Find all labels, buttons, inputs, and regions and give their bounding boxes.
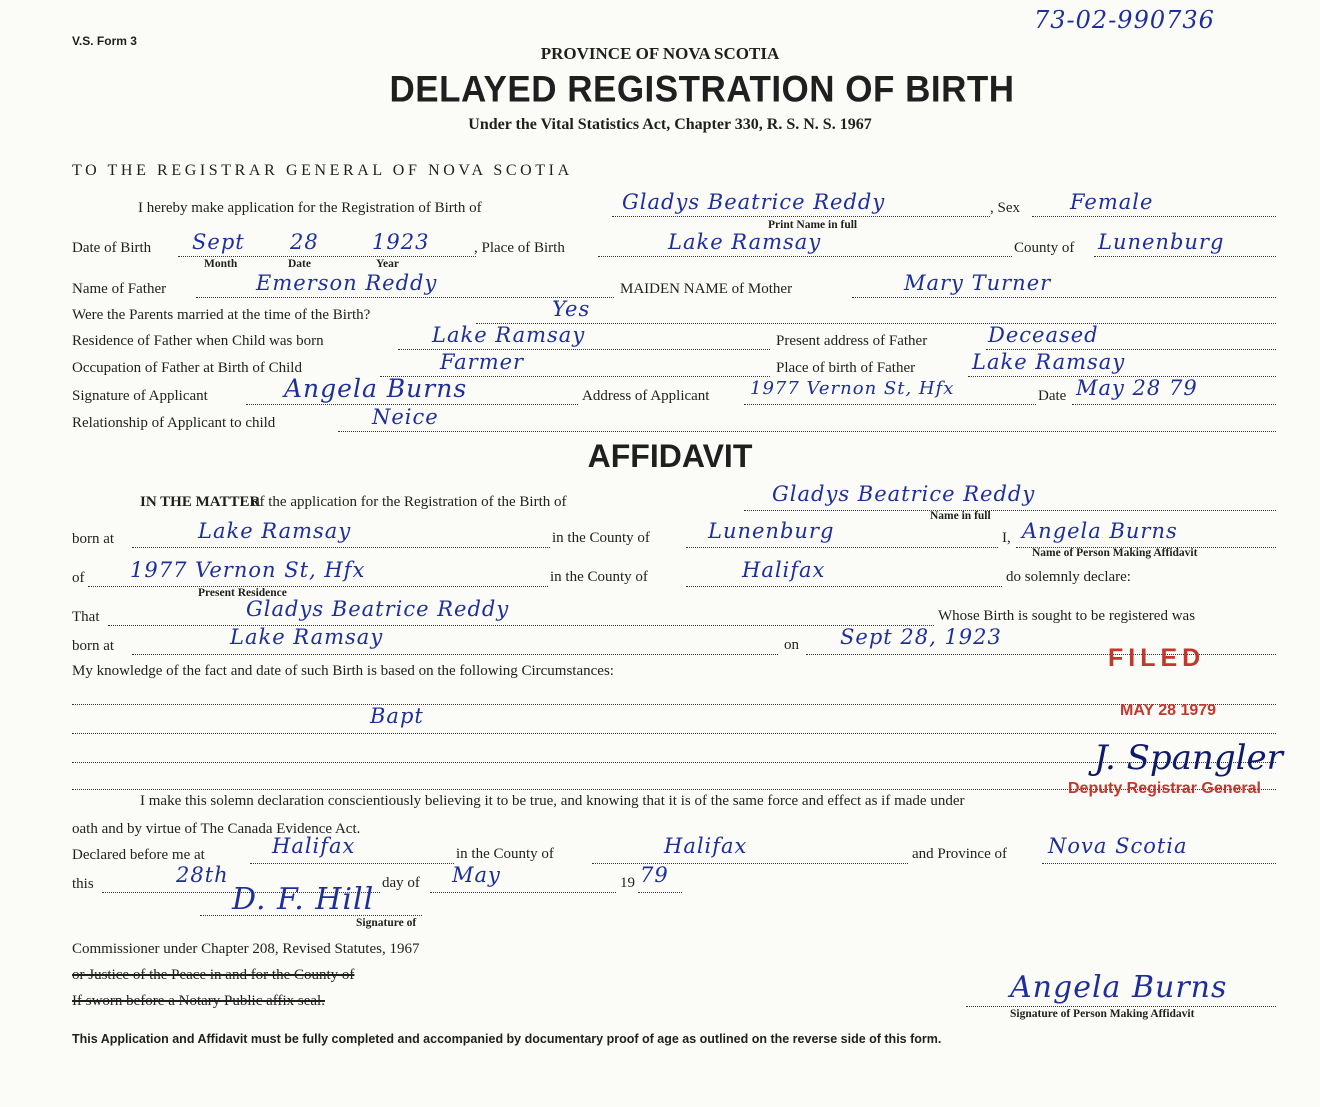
occupation-value: Farmer — [440, 350, 525, 374]
county-value: Lunenburg — [1098, 230, 1225, 254]
married-label: Were the Parents married at the time of the Birth? — [72, 307, 371, 323]
child-name-value: Gladys Beatrice Reddy — [622, 190, 886, 214]
affiant-signature-caption: Signature of Person Making Affidavit — [1010, 1008, 1195, 1020]
knowledge-label: My knowledge of the fact and date of such Birth is based on the following Circumstances: — [72, 663, 614, 679]
declare-label: do solemnly declare: — [1006, 569, 1131, 585]
affidavit-heading: AFFIDAVIT — [587, 438, 753, 474]
pob-label: , Place of Birth — [474, 240, 565, 256]
affidavit-county-value: Lunenburg — [708, 519, 835, 543]
affiant-name-value: Angela Burns — [1022, 519, 1178, 543]
justice-of-peace-label: or Justice of the Peace in and for the County of — [72, 967, 355, 983]
sex-label: , Sex — [990, 200, 1020, 216]
father-birthplace-value: Lake Ramsay — [972, 350, 1126, 374]
print-name-caption: Print Name in full — [768, 219, 858, 231]
date-label: Date — [1038, 388, 1067, 404]
form-number: V.S. Form 3 — [72, 34, 137, 48]
application-date-value: May 28 79 — [1076, 376, 1198, 400]
affidavit-county2-value: Halifax — [742, 558, 826, 582]
applicant-signature-label: Signature of Applicant — [72, 388, 208, 404]
footer-note: This Application and Affidavit must be fully completed and accompanied by documentary proof of age as outlined on the reverse side of this form. — [72, 1032, 942, 1046]
father-value: Emerson Reddy — [256, 271, 438, 295]
dob-label: Date of Birth — [72, 240, 152, 256]
day-value: 28th — [176, 863, 229, 887]
year-value: 79 — [640, 863, 669, 887]
present-residence-caption: Present Residence — [198, 587, 287, 599]
applicant-signature: Angela Burns — [284, 374, 468, 403]
born-at-value: Lake Ramsay — [198, 519, 352, 543]
year-prefix: 19 — [620, 875, 635, 891]
filed-stamp: FILED — [1108, 644, 1206, 672]
that-label: That — [72, 609, 100, 625]
filed-date-stamp: MAY 28 1979 — [1120, 702, 1217, 719]
dob-year-value: 1923 — [372, 230, 430, 254]
declaration-line-1: I make this solemn declaration conscientiously believing it to be true, and knowing that it is of the same force and effect as if made under — [140, 793, 965, 809]
application-intro: I hereby make application for the Registration of Birth of — [138, 200, 482, 216]
commissioner-signature: D. F. Hill — [232, 882, 375, 917]
day-of-label: day of — [382, 875, 420, 891]
on-value: Sept 28, 1923 — [840, 625, 1002, 649]
relationship-value: Neice — [372, 405, 439, 429]
whose-birth-label: Whose Birth is sought to be registered was — [938, 608, 1196, 624]
declared-county-label: in the County of — [456, 846, 554, 862]
deputy-registrar-signature: J. Spangler — [1094, 738, 1283, 778]
born-at2-value: Lake Ramsay — [230, 625, 384, 649]
declaration-line-2: oath and by virtue of The Canada Evidence Act. — [72, 821, 361, 837]
province-label: and Province of — [912, 846, 1007, 862]
circumstance-value: Bapt — [370, 704, 424, 728]
that-value: Gladys Beatrice Reddy — [246, 597, 510, 621]
affidavit-county2-label: in the County of — [550, 569, 648, 585]
page-subtitle: Under the Vital Statistics Act, Chapter 330, R. S. N. S. 1967 — [468, 116, 872, 133]
signature-of-caption: Signature of — [356, 917, 417, 929]
i-label: I, — [1002, 530, 1011, 546]
date-caption: Date — [288, 258, 311, 270]
province-value: Nova Scotia — [1048, 834, 1188, 858]
affiant-name-caption: Name of Person Making Affidavit — [1032, 547, 1198, 559]
relationship-label: Relationship of Applicant to child — [72, 415, 276, 431]
registration-number: 73-02-990736 — [1034, 6, 1215, 34]
province-heading: PROVINCE OF NOVA SCOTIA — [540, 44, 780, 63]
this-label: this — [72, 876, 94, 892]
month-value: May — [452, 863, 501, 887]
month-caption: Month — [204, 258, 238, 270]
residence-label: Residence of Father when Child was born — [72, 333, 324, 349]
applicant-address-value: 1977 Vernon St, Hfx — [750, 378, 955, 399]
dob-day-value: 28 — [290, 230, 319, 254]
affiant-residence-value: 1977 Vernon St, Hfx — [130, 558, 366, 582]
matter-text: of the application for the Registration of the Birth of — [252, 494, 567, 510]
mother-value: Mary Turner — [904, 271, 1052, 295]
applicant-address-label: Address of Applicant — [582, 388, 710, 404]
mother-label: MAIDEN NAME of Mother — [620, 281, 793, 297]
pob-value: Lake Ramsay — [668, 230, 822, 254]
county-label: County of — [1014, 240, 1075, 256]
affidavit-child-name: Gladys Beatrice Reddy — [772, 482, 1036, 506]
born-at-label: born at — [72, 531, 115, 547]
notary-label: If sworn before a Notary Public affix seal. — [72, 993, 325, 1009]
residence-value: Lake Ramsay — [432, 323, 586, 347]
born-at2-label: born at — [72, 638, 115, 654]
commissioner-label: Commissioner under Chapter 208, Revised Statutes, 1967 — [72, 941, 420, 957]
married-value: Yes — [552, 297, 591, 321]
declared-before-label: Declared before me at — [72, 847, 205, 863]
name-in-full-caption: Name in full — [930, 510, 991, 522]
declared-county-value: Halifax — [664, 834, 748, 858]
in-the-matter: IN THE MATTER — [140, 494, 261, 510]
father-label: Name of Father — [72, 281, 167, 297]
present-address-value: Deceased — [988, 323, 1099, 347]
deputy-registrar-title: Deputy Registrar General — [1068, 780, 1261, 797]
page-title: DELAYED REGISTRATION OF BIRTH — [389, 69, 1015, 110]
of-label: of — [72, 570, 85, 586]
present-address-label: Present address of Father — [776, 333, 928, 349]
occupation-label: Occupation of Father at Birth of Child — [72, 360, 302, 376]
father-birthplace-label: Place of birth of Father — [776, 360, 916, 376]
addressee: TO THE REGISTRAR GENERAL OF NOVA SCOTIA — [72, 162, 573, 179]
year-caption: Year — [376, 258, 399, 270]
affidavit-county-label: in the County of — [552, 530, 650, 546]
on-label: on — [784, 637, 799, 653]
affiant-signature: Angela Burns — [1010, 970, 1228, 1005]
declared-place-value: Halifax — [272, 834, 356, 858]
dob-month-value: Sept — [192, 230, 245, 254]
sex-value: Female — [1070, 190, 1154, 214]
